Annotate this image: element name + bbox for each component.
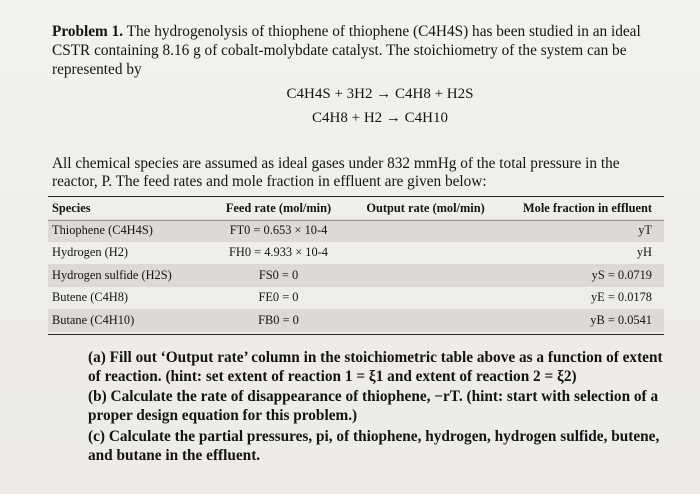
problem-heading: Problem 1.: [52, 23, 124, 40]
header-species: Species: [52, 201, 91, 215]
question-c-label: (c): [88, 428, 105, 445]
cell-output: [352, 242, 499, 265]
question-b: [88, 387, 678, 425]
table-row: [48, 219, 664, 242]
question-b-text: Calculate the rate of disappearance of thiophene, −rT. (hint: start with selection of a proper design equation for this problem.): [88, 388, 659, 424]
cell-species: Hydrogen sulfide (H2S): [48, 264, 205, 287]
problem-text: The hydrogenolysis of thiophene of thiophene (C4H4S) has been studied in an ideal CSTR containing 8.16 g of cobalt-molybdate catalyst. The stoichiometry of the system can be represented by: [52, 23, 641, 78]
cell-species: Thiophene (C4H4S): [48, 219, 205, 242]
cell-feed: FE0 = 0: [258, 290, 299, 305]
question-a-text: Fill out ‘Output rate’ column in the stoichiometric table above as a function of extent of reaction. (hint: set extent of reaction 1 = ξ1 and extent of reaction 2 = ξ2): [88, 349, 663, 385]
table-row: [48, 242, 664, 265]
reaction-2: C4H8 + H2 → C4H10: [312, 110, 448, 126]
question-c-text: Calculate the partial pressures, pi, of thiophene, hydrogen, hydrogen sulfide, butene, and butane in the effluent.: [88, 428, 660, 464]
cell-feed: FT0 = 0.653 × 10-4: [205, 219, 352, 242]
cell-output: [352, 264, 499, 287]
table-row: [48, 264, 664, 287]
cell-feed: FB0 = 0: [205, 309, 352, 332]
cell-feed: FH0 = 4.933 × 10-4: [229, 245, 328, 260]
table-top-rule: [48, 196, 664, 197]
question-a-label: (a): [88, 349, 106, 366]
table-header-row: [48, 198, 664, 219]
table-row: [48, 287, 664, 310]
cell-species: Butene (C4H8): [52, 290, 129, 305]
assumptions-paragraph: All chemical species are assumed as ideal gases under 832 mmHg of the total pressure in the reactor, P. The feed rates and mole fraction in effluent are given below:: [52, 155, 620, 190]
table-bottom-rule: [48, 334, 664, 335]
cell-mole: yS = 0.0719: [499, 264, 664, 287]
question-a: [88, 348, 678, 386]
cell-mole: yH: [636, 245, 652, 260]
cell-output: [352, 219, 499, 242]
header-mole-fraction: Mole fraction in effluent: [522, 201, 652, 215]
header-feed-rate: Feed rate (mol/min): [225, 201, 332, 215]
cell-output: [352, 309, 499, 332]
stoichiometric-table: [48, 198, 664, 332]
cell-species: Hydrogen (H2): [52, 245, 129, 260]
cell-feed: FS0 = 0: [205, 264, 352, 287]
cell-output: [352, 287, 499, 310]
reaction-1: C4H4S + 3H2 → C4H8 + H2S: [286, 86, 474, 102]
cell-mole: yE = 0.0178: [590, 290, 652, 305]
cell-mole: yT: [499, 219, 664, 242]
table-row: [48, 309, 664, 332]
question-c: [88, 427, 678, 465]
cell-species: Butane (C4H10): [48, 309, 205, 332]
header-output-rate: Output rate (mol/min): [366, 201, 485, 215]
cell-mole: yB = 0.0541: [499, 309, 664, 332]
question-b-label: (b): [88, 388, 107, 405]
problem-statement: [52, 22, 662, 79]
